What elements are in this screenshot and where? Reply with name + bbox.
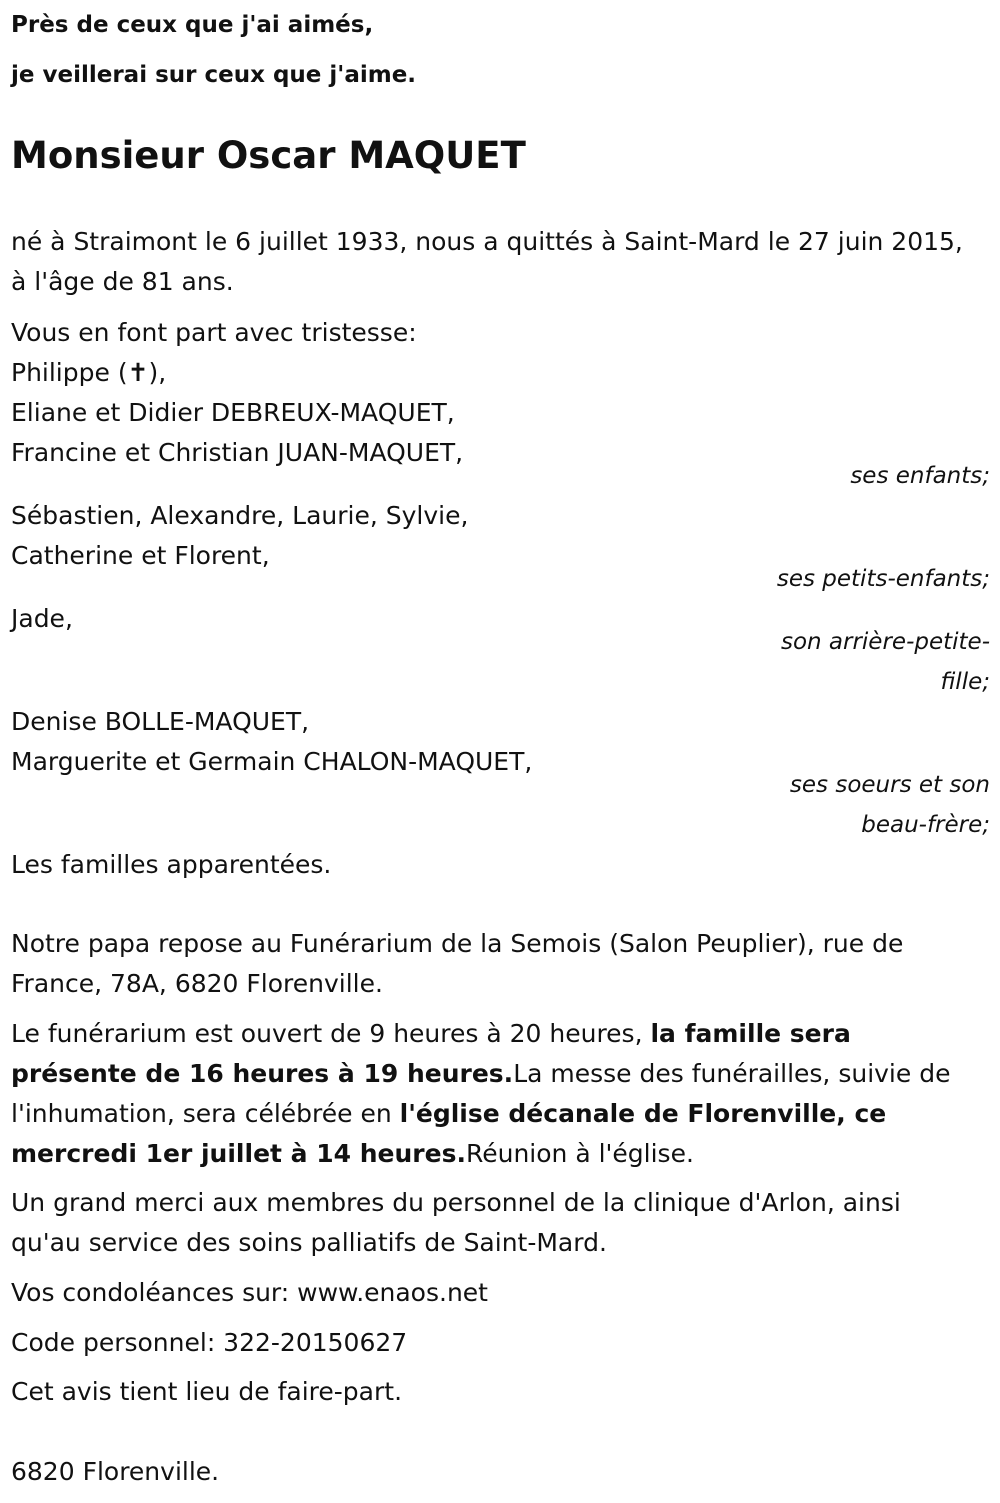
repose-info: Notre papa repose au Funérarium de la Semois (Salon Peuplier), rue de France, 78A, 6820 Florenville. (11, 929, 904, 998)
great-grandchild-relation-line-1: son arrière-petite- (780, 629, 990, 655)
great-grandchild-relation-line-2: fille; (940, 669, 990, 695)
thanks-message: Un grand merci aux membres du personnel de la clinique d'Arlon, ainsi qu'au service des soins palliatifs de Saint-Mard. (11, 1188, 901, 1257)
funeral-info: Le funérarium est ouvert de 9 heures à 20 heures, la famille sera présente de 16 heures à 19 heures.La messe des funérailles, suivie de l'inhumation, sera célébrée en l'église décanale de Florenville, ce mercredi 1er juillet à 14 heures.Réunion à l'église. (11, 1019, 951, 1168)
great-grandchild-name: Jade, (11, 604, 73, 633)
deceased-name: Monsieur Oscar MAQUET (11, 134, 526, 177)
personal-code: Code personnel: 322-20150627 (11, 1328, 408, 1357)
footer-location: 6820 Florenville. (11, 1457, 220, 1486)
epigraph-line-2: je veillerai sur ceux que j'aime. (11, 62, 417, 88)
grandchild-names: Catherine et Florent, (11, 541, 270, 570)
epigraph-line-1: Près de ceux que j'ai aimés, (11, 12, 374, 38)
grandchildren-relation: ses petits-enfants; (776, 566, 990, 592)
children-list (11, 353, 990, 473)
child-name: Francine et Christian JUAN-MAQUET, (11, 438, 464, 467)
grandchild-names: Sébastien, Alexandre, Laurie, Sylvie, (11, 501, 469, 530)
siblings-relation-line-2: beau-frère; (861, 812, 990, 838)
sibling-name: Denise BOLLE-MAQUET, (11, 707, 310, 736)
children-relation: ses enfants; (850, 463, 990, 489)
siblings-relation-line-1: ses soeurs et son (789, 772, 990, 798)
related-families: Les familles apparentées. (11, 850, 332, 879)
condolences-link: Vos condoléances sur: www.enaos.net (11, 1278, 488, 1307)
announce-intro: Vous en font part avec tristesse: (11, 318, 417, 347)
notice-text: Cet avis tient lieu de faire-part. (11, 1377, 403, 1406)
child-name: Philippe (✝), (11, 358, 167, 387)
child-name: Eliane et Didier DEBREUX-MAQUET, (11, 398, 455, 427)
sibling-name: Marguerite et Germain CHALON-MAQUET, (11, 747, 533, 776)
birth-death-info: né à Straimont le 6 juillet 1933, nous a quittés à Saint-Mard le 27 juin 2015, à l'âge de 81 ans. (11, 227, 963, 296)
